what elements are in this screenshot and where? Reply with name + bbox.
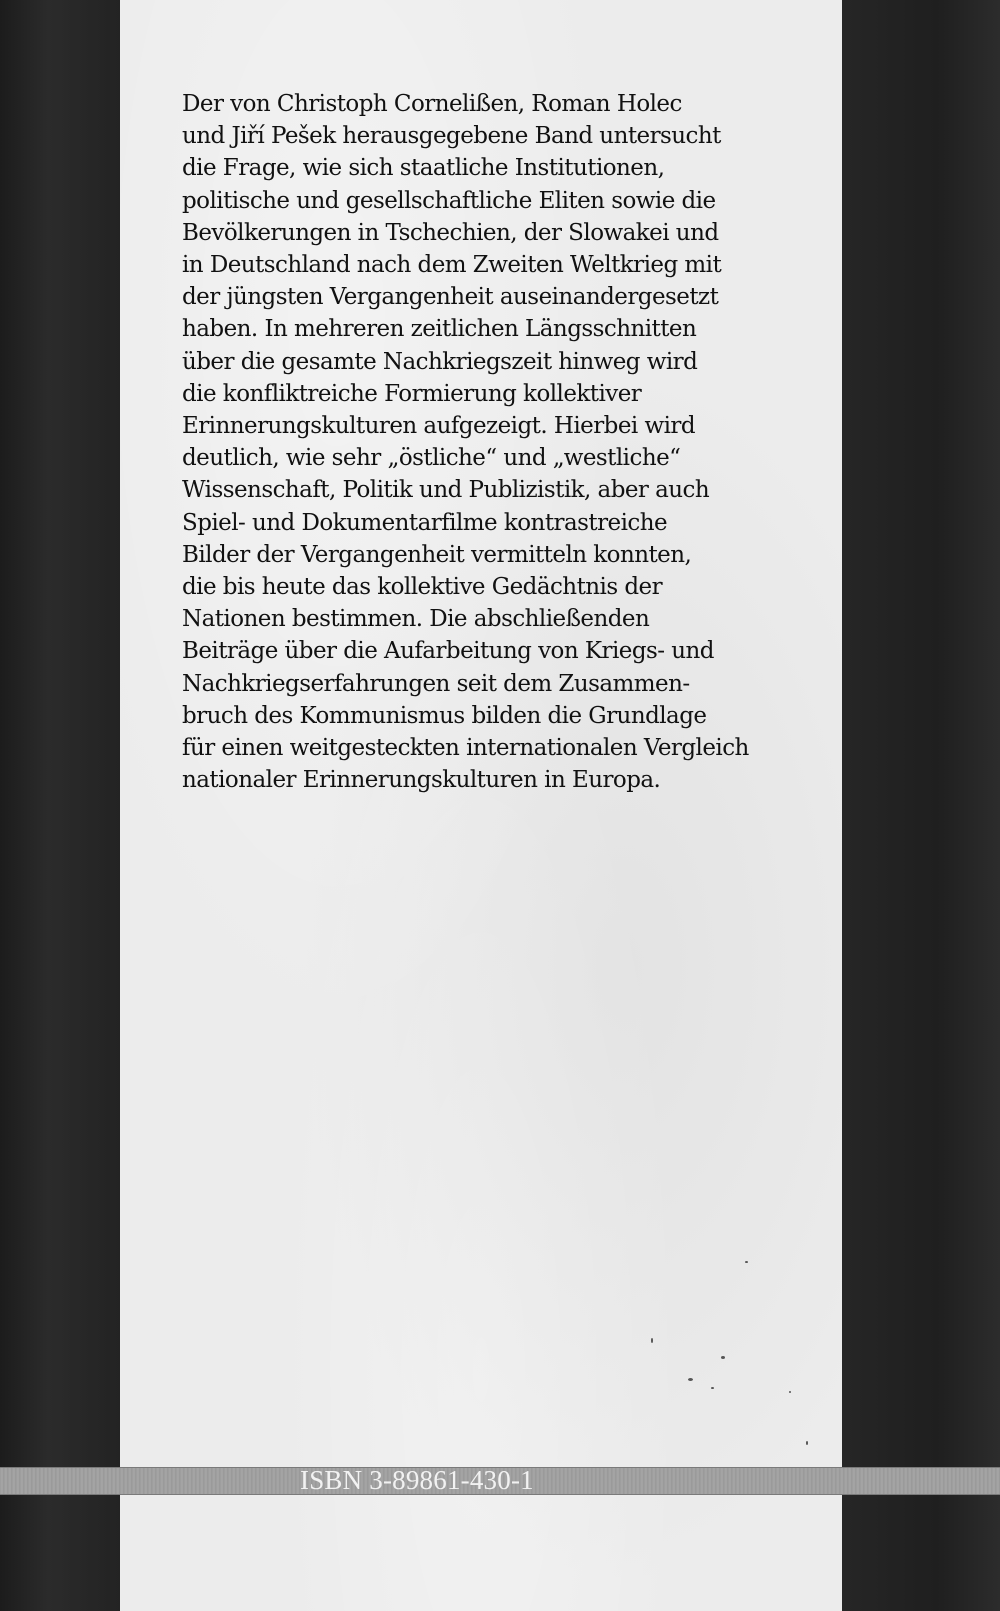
paper-speck [806,1441,808,1445]
paper-speck [651,1338,653,1343]
paper-speck [721,1356,725,1359]
paper-speck [789,1391,791,1393]
isbn-number: ISBN 3-89861-430-1 [300,1465,534,1495]
left-binding-strip [0,0,120,1611]
right-binding-strip [842,0,1000,1611]
paper-speck [688,1378,693,1381]
blurb-text: Der von Christoph Cornelißen, Roman Holec und Jiří Pešek herausgegebene Band untersucht die Frage, wie sich staatliche Institutionen, politische und gesellschaftliche Eliten sowie die Bevölkerungen in Tschechien, der Slowakei und in Deutschland nach dem Zweiten Weltkrieg mit der jüngsten Vergangenheit auseinandergesetzt haben. In mehreren zeitlichen Längsschnitten über die gesamte Nachkriegszeit hinweg wird die konfliktreiche Formierung kollektiver Erinnerungskulturen aufgezeigt. Hierbei wird deutlich, wie sehr „östliche“ und „westliche“ Wissenschaft, Politik und Publizistik, aber auch Spiel- und Dokumentarfilme kontrastreiche Bilder der Vergangenheit vermitteln konnten, die bis heute das kollektive Gedächtnis der Nationen bestimmen. Die abschließenden Beiträge über die Aufarbeitung von Kriegs- und Nachkriegserfahrungen seit dem Zusammen- bruch des Kommunismus bilden die Grundlage für einen weitgesteckten internationalen Vergleich nationaler Erinnerungskulturen in Europa. [182,91,749,794]
paper-speck [745,1261,748,1263]
paper-speck [711,1387,714,1389]
